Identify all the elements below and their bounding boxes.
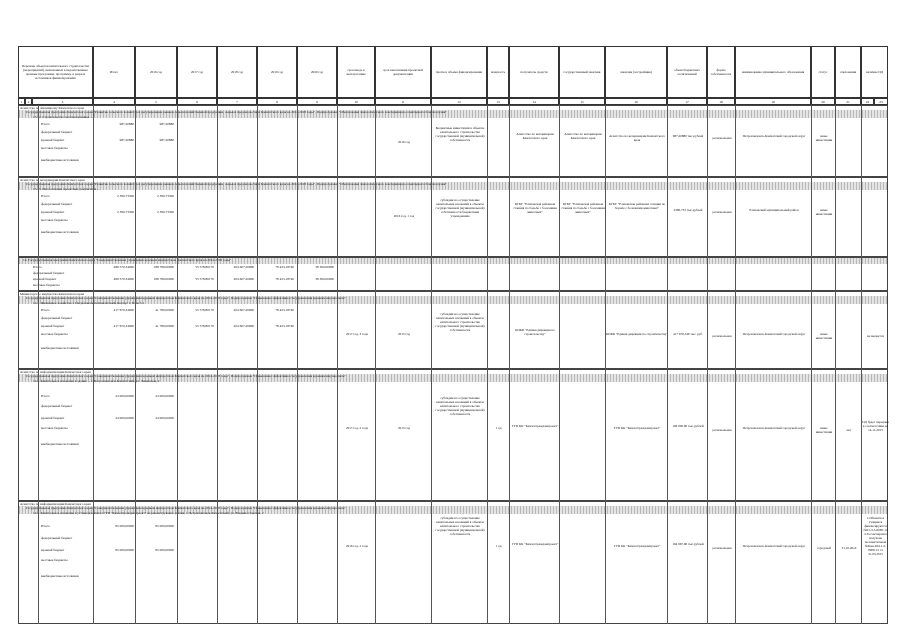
p2-kr1: 188 780,00000 <box>153 277 174 281</box>
s1-label-3: местные бюджеты <box>41 146 68 150</box>
s4-label-0: Итого <box>41 394 50 398</box>
s4-v0: 24 000,00000 <box>115 394 134 398</box>
section-5 <box>18 501 888 624</box>
section-3 <box>18 291 888 369</box>
s4-form: региональная <box>712 428 732 432</box>
s1-receiver: Агентство по ветеринарии Камчатского края <box>516 132 554 140</box>
colnum-21: 21 <box>835 98 861 105</box>
s2-status: иные инвестиции <box>815 208 833 216</box>
s3-obj: субсидии на осуществление капитальных вложений в объекты капитального строительства государственной (муниципальной) собственности <box>435 312 485 332</box>
colnum-15: 15 <box>559 98 605 105</box>
s4-mun: Петропавловск-Камчатский городской округ <box>742 426 806 430</box>
s3-label-0: Итого <box>41 308 50 312</box>
s3-kr2: 55 578,80170 <box>195 324 214 328</box>
s2-total: 2 390,73300 <box>117 194 134 198</box>
header-receiver: получатель средств <box>509 46 559 98</box>
header-forecast: прогноз объема финансирования <box>431 46 487 98</box>
s5-label-1: федеральный бюджет <box>41 536 73 540</box>
grid-line <box>93 105 94 624</box>
grid-line <box>257 105 258 624</box>
header-2020: 2020 год <box>297 46 337 98</box>
grid-line <box>431 105 432 624</box>
s2-year: 2016 год, 1 год <box>393 214 415 218</box>
s4-year2: 2015 год <box>398 426 410 430</box>
section-3-title: Министерство имущества Камчатского края <box>20 292 84 296</box>
s5-builder: ГУП КК "Камчатгражданпроект" <box>613 544 661 548</box>
p2-kr5: 38 300,00000 <box>315 277 334 281</box>
s3-label-1: федеральный бюджет <box>41 316 73 320</box>
section-1-item: 13.12. Строительство скотомогильника ... <box>33 115 93 119</box>
header-commission-date: срок ввода в эксплуатацию <box>337 46 375 98</box>
s3-status: иные инвестиции <box>815 332 833 340</box>
header-power: мощность <box>487 46 509 98</box>
colnum-18: 18 <box>707 98 735 105</box>
s5-pd: 1.Объектное учащиеся финансируются №01-3-5-0085-14 2.Госэкспертиза получена положительная №Кам-264-1-5-0008-15 от 31.03.2015 <box>863 516 888 556</box>
s3-label-2: краевой бюджет <box>41 324 65 328</box>
s4-label-3: местные бюджеты <box>41 426 68 430</box>
s1-total: 987,20880 <box>119 122 134 126</box>
section-1 <box>18 105 888 177</box>
header-2017: 2017 год <box>177 46 217 98</box>
grid-line <box>217 105 218 624</box>
p2-v1: 188 780,00000 <box>153 265 174 269</box>
s2-receiver: КГБУ "Елизовская районная станция по борьбе с болезнями животных" <box>513 202 557 214</box>
s4-label-4: внебюджетные источники <box>41 442 79 446</box>
s4-label-1: федеральный бюджет <box>41 404 73 408</box>
grid-line <box>861 105 862 624</box>
s3-kr0: 417 670,34000 <box>113 324 134 328</box>
s2-label-3: местные бюджеты <box>41 218 68 222</box>
s1-kr-2016: 987,20880 <box>159 138 174 142</box>
header-state-customer: государственный заказчик <box>559 46 605 98</box>
colnum-2: 2 <box>25 98 32 105</box>
colnum-19: 19 <box>735 98 811 105</box>
grid-line <box>835 105 836 624</box>
grid-line <box>135 105 136 624</box>
section-5-title: Агентство по информатизации Камчатского края <box>20 502 91 506</box>
header-ownership: форма собственности <box>707 46 735 98</box>
s5-label-0: Итого <box>41 524 50 528</box>
colnum-6: 6 <box>177 98 217 105</box>
p2-v4: 78 423,18740 <box>275 265 294 269</box>
s5-kr0: 85 000,00000 <box>115 548 134 552</box>
header-total: Итого <box>93 46 135 98</box>
section-2-title: Агентство по ветеринарии Камчатского края <box>20 178 85 182</box>
s1-customer: Агентство по ветеринарии Камчатского края <box>564 132 602 140</box>
s4-label-2: краевой бюджет <box>41 416 65 420</box>
s4-receiver: ГУП КК "Камчатгражданпроект" <box>511 424 559 428</box>
s5-power: 1 ед. <box>495 544 503 548</box>
s2-mun: Елизовский муниципальный район <box>749 208 799 212</box>
s5-receiver: ГУП КК "Камчатгражданпроект" <box>511 542 559 546</box>
s5-v0: 85 000,00000 <box>115 524 134 528</box>
p2-label-2: краевой бюджет <box>33 277 57 281</box>
grid-line <box>177 105 178 624</box>
s1-label-4: внебюджетные источники <box>41 158 79 162</box>
s2-label-0: Итого <box>41 194 50 198</box>
s1-status: иные инвестиции <box>815 134 833 142</box>
colnum-3: 3 <box>32 98 93 105</box>
grid-line <box>735 105 736 624</box>
header-objects: Перечень объектов капитального строительства (мероприятий), включенных в ведомственные целевые программы, программу, в разрезе источников финансирования <box>18 46 93 98</box>
s5-label-3: местные бюджеты <box>41 558 68 562</box>
s1-sum: 987,20880 тыс.рублей <box>672 134 704 138</box>
grid-line <box>38 105 39 624</box>
s5-date: 31.10.2014 <box>841 546 857 550</box>
s1-label-1: федеральный бюджет <box>41 130 73 134</box>
s3-form: региональная <box>712 334 732 338</box>
colnum-17: 17 <box>667 98 707 105</box>
program-2-summary <box>18 257 888 291</box>
s3-kr4: 78 423,18740 <box>275 324 294 328</box>
s3-mun: Петропавловск-Камчатский городской округ <box>742 332 806 336</box>
s1-mun: Петропавловск-Камчатский городской округ <box>742 134 806 138</box>
s1-2016: 987,20880 <box>159 122 174 126</box>
p2-kr4: 78 423,18740 <box>275 277 294 281</box>
s1-kr-total: 987,20880 <box>119 138 134 142</box>
s3-year2: 2015 год <box>398 332 410 336</box>
s2-builder: КГБУ "Елизовская районная станция по борьбе с болезнями животных" <box>608 202 666 210</box>
s4-dev: нет <box>846 428 852 432</box>
colnum-9: 9 <box>297 98 337 105</box>
s5-mun: Петропавловск-Камчатский городской округ <box>742 544 806 548</box>
s1-label-0: Итого <box>41 122 50 126</box>
header-status: статус <box>811 46 835 98</box>
s5-kr1: 85 000,00000 <box>155 548 174 552</box>
colnum-4: 4 <box>93 98 135 105</box>
s2-label-4: внебюджетные источники <box>41 230 79 234</box>
p2-kr0: 489 570,34000 <box>113 277 134 281</box>
section-5-program: Государственная программа Камчатского края "Совершенствование управления краевым имуществом Камчатского края на 2014-2018 годы", Подпрограмма "Повышение эффективности управления краевым имуществом" <box>26 506 346 510</box>
s3-year1: 2017 год, 3 года <box>345 332 368 336</box>
colnum-16: 16 <box>605 98 667 105</box>
s5-status: городской <box>816 546 832 550</box>
s1-builder: Агентство по ветеринарии Камчатского края <box>609 134 665 142</box>
section-3-item: 14.1. Жилищное хозяйство г. Петропавловск-Камчатский, Корпус 1, Блок 3.1 <box>33 301 145 305</box>
header-pd-date: срок выполнения проектной документации <box>375 46 431 98</box>
p2-label-3: местные бюджеты <box>33 283 60 287</box>
grid-line <box>337 105 338 624</box>
s3-v3: 204 607,20990 <box>233 308 254 312</box>
grid-line <box>811 105 812 624</box>
p2-label-1: федеральный бюджет <box>33 271 65 275</box>
section-4-title: Агентство по информатизации Камчатского края <box>20 370 91 374</box>
s3-sum: 417 670,346 тыс. руб. <box>673 332 703 336</box>
grid-line <box>605 105 606 624</box>
p2-kr2: 55 578,80170 <box>195 277 214 281</box>
p2-kr3: 204 607,20990 <box>233 277 254 281</box>
s5-label-2: краевой бюджет <box>41 548 65 552</box>
s2-kr-total: 2 390,73300 <box>117 210 134 214</box>
section-4 <box>18 369 888 501</box>
s4-kr0: 24 000,00000 <box>115 416 134 420</box>
colnum-20: 20 <box>811 98 835 105</box>
colnum-12: 12 <box>431 98 487 105</box>
p2-label-0: Итого <box>33 265 42 269</box>
grid-line <box>707 105 708 624</box>
s5-sum: 164 967,96 тыс.рублей <box>672 542 704 546</box>
colnum-14: 14 <box>509 98 559 105</box>
colnum-23: 23 <box>874 98 888 105</box>
p2-v5: 38 300,00000 <box>315 265 334 269</box>
s2-sum: 2390,733 тыс.рублей <box>673 208 703 212</box>
s4-year1: 2017 год, 2 года <box>345 426 368 430</box>
header-2019: 2019 год <box>257 46 297 98</box>
s4-pd: ПД будет передана в соответствии до 14.11.2015 <box>862 420 889 432</box>
grid-line <box>667 105 668 624</box>
colnum-5: 5 <box>135 98 177 105</box>
grid-line <box>487 105 488 624</box>
p2-v3: 204 607,20990 <box>233 265 254 269</box>
s5-year1: 2016 год, 2 года <box>345 544 368 548</box>
s3-pd: не выдается <box>867 334 884 338</box>
s2-kr-2016: 2 390,73300 <box>157 210 174 214</box>
s5-v1: 85 000,00000 <box>155 524 174 528</box>
s4-obj: субсидии на осуществление капитальных вложений в объекты капитального строительства государственной (муниципальной) собственности <box>435 396 485 416</box>
section-2 <box>18 177 888 257</box>
s5-label-4: внебюджетные источники <box>41 574 79 578</box>
section-2-program: Государственная программа Камчатского края "Развитие сельского хозяйства и регулирование рынков сельскохозяйственной продукции, сырья и продовольствия Камчатского края на 2014-2018 годы", Подпрограмма "Обеспечение эпизоотического и ветеринарно-санитарного благополучия" <box>26 182 447 186</box>
s3-v2: 55 578,80170 <box>195 308 214 312</box>
s5-form: региональная <box>712 546 732 550</box>
s2-form: региональная <box>712 210 732 214</box>
s1-obj: Бюджетные инвестиции в объекты капитального строительства государственной (муниципальной) собственности <box>435 126 485 142</box>
colnum-22: 22 <box>861 98 874 105</box>
s2-obj: субсидии на осуществление капитальных вложений в объекты государственной (муниципальной) собственности бюджетным учреждениям <box>435 198 485 218</box>
section-1-program: Государственная программа Камчатского края "Развитие сельского хозяйства и регулирование рынков сельскохозяйственной продукции, сырья и продовольствия Камчатского края на 2014-2018 годы", Подпрограмма "Обеспечение эпизоотического и ветеринарно-санитарного благополучия" <box>26 110 447 114</box>
header-2016: 2016 год <box>135 46 177 98</box>
s1-label-2: краевой бюджет <box>41 138 65 142</box>
section-2-item: 13.13. Изготовление проектных документов ... <box>33 187 100 191</box>
section-3-program: Государственная программа Камчатского края "Совершенствование управления краевым имуществом Камчатского края на 2014-2018 годы", Подпрограмма "Повышение эффективности управления краевым имуществом" <box>26 296 346 300</box>
s2-label-1: федеральный бюджет <box>41 202 73 206</box>
s4-power: 1 ед. <box>495 426 503 430</box>
s4-sum: 196 000,00 тыс.рублей <box>672 424 704 428</box>
s2-2016: 2 390,73300 <box>157 194 174 198</box>
s4-builder: ГУП КК "Камчатгражданпроект" <box>613 426 661 430</box>
s1-year: 2016 год <box>398 140 410 144</box>
grid-line <box>509 105 510 624</box>
header-builder: заказчик (застройщик) <box>605 46 667 98</box>
section-4-program: Государственная программа Камчатского края "Совершенствование управления краевым имуществом Камчатского края на 2014-2018 годы", Подпрограмма "Повышение эффективности управления краевым имуществом" <box>26 374 346 378</box>
colnum-1: 1 <box>18 98 25 105</box>
section-5-item: 14.3. Капитальное вложение в уставной капитал ГУП "Камчатгражданпроект" на реконструкцию здания, г. Петропавловск-Камчатский, ул. Владивостокская, 2 <box>33 511 264 515</box>
colnum-7: 7 <box>217 98 257 105</box>
header-2018: 2018 год <box>217 46 257 98</box>
s3-v4: 78 423,18740 <box>275 308 294 312</box>
s3-v1: 41 780,00000 <box>155 308 174 312</box>
header-pd: наличие ПД <box>861 46 888 98</box>
header-deviation: отклонения <box>835 46 861 98</box>
s3-kr1: 41 780,00000 <box>155 324 174 328</box>
s5-obj: субсидии на осуществление капитальных вложений в объекты капитального строительства государственной (муниципальной) собственности <box>435 516 485 536</box>
section-4-item: 14.2. Капитальное вложение в здание ... г. Петропавловск-Камчатский, ул. Ленинская, 2 <box>33 379 160 383</box>
program-2-title: 14. Государственная программа Камчатского края "Совершенствование управления краевым имуществом Камчатского края на 2014-2018 годы" <box>23 258 232 262</box>
p2-v0: 489 570,34000 <box>113 265 134 269</box>
colnum-10: 10 <box>337 98 375 105</box>
s3-receiver: КПКК "Единая дирекция по строительству" <box>515 328 555 336</box>
header-municipality: наименование муниципального образования <box>735 46 811 98</box>
s1-form: региональная <box>712 136 732 140</box>
colnum-8: 8 <box>257 98 297 105</box>
colnum-11: 11 <box>375 98 431 105</box>
s3-builder: КПКК "Единая дирекция по строительству" <box>606 332 668 336</box>
p2-v2: 55 578,80170 <box>195 265 214 269</box>
grid-line <box>375 105 376 624</box>
grid-line <box>297 105 298 624</box>
s3-label-4: внебюджетные источники <box>41 346 79 350</box>
s4-v1: 24 000,00000 <box>155 394 174 398</box>
s4-status: иные инвестиции <box>815 426 833 434</box>
s2-label-2: краевой бюджет <box>41 210 65 214</box>
header-budget: объем бюджетных ассигнований <box>667 46 707 98</box>
s3-kr3: 204 607,20990 <box>233 324 254 328</box>
s3-label-3: местные бюджеты <box>41 332 68 336</box>
section-1-title: Агентство по жилищному Камчатского края <box>20 106 84 110</box>
document-table <box>18 46 888 624</box>
colnum-13: 13 <box>487 98 509 105</box>
s2-customer: КГБУ "Елизовская районная станция по борьбе с болезнями животных" <box>561 202 605 214</box>
grid-line <box>559 105 560 624</box>
s4-kr1: 24 000,00000 <box>155 416 174 420</box>
s3-v0: 417 670,34000 <box>113 308 134 312</box>
